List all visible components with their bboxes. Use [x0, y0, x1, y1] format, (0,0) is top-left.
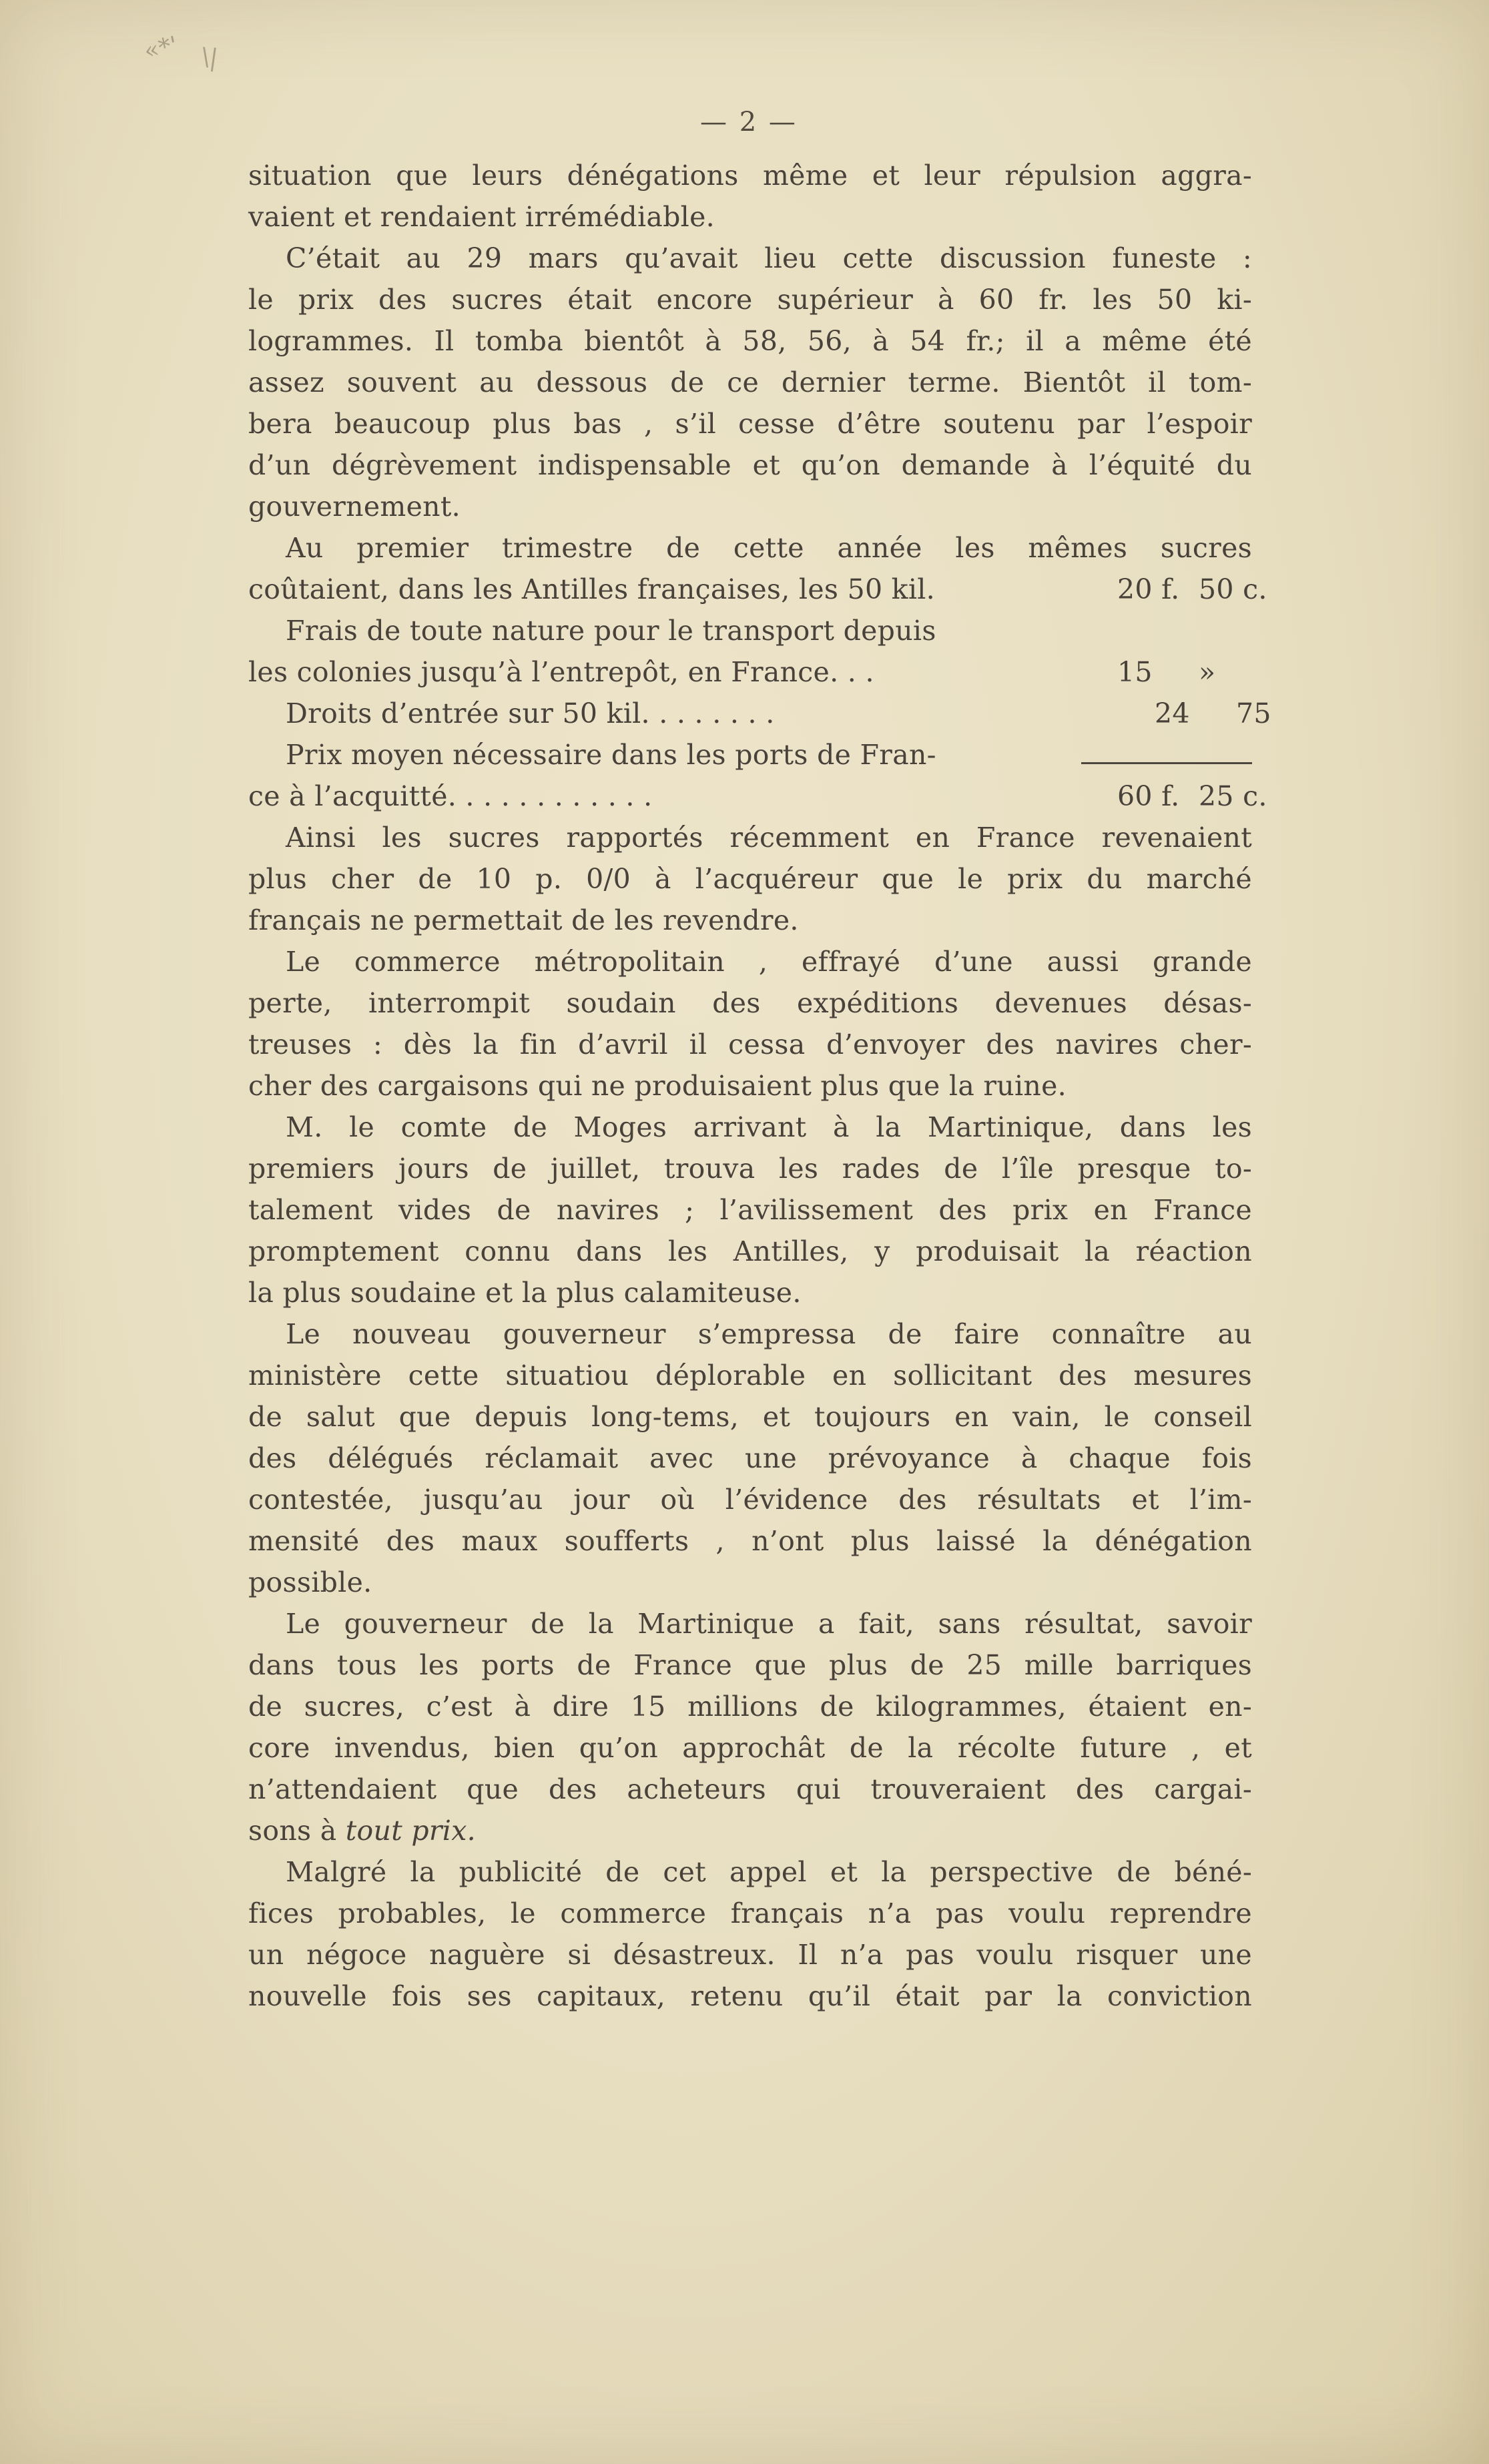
text-line-content: coûtaient, dans les Antilles françaises, les 50 kil. — [248, 573, 935, 605]
amount-centimes: 50 c. — [1199, 573, 1267, 605]
text-line — [248, 1520, 1252, 1562]
text-line — [248, 1727, 1252, 1769]
text-line — [248, 1438, 1252, 1479]
text-line-content: C’était au 29 mars qu’avait lieu cette discussion funeste : — [286, 242, 1252, 274]
text-line — [248, 320, 1252, 362]
text-line-content: Le commerce métropolitain , effrayé d’une aussi grande — [286, 946, 1252, 978]
text-line — [248, 900, 1252, 941]
text-line — [248, 1024, 1252, 1065]
text-line — [248, 527, 1252, 569]
text-line — [248, 279, 1252, 320]
text-line — [248, 1851, 1252, 1893]
stray-pen-mark: \| — [200, 43, 220, 73]
text-line — [248, 1231, 1252, 1272]
amount-francs: 20 f. — [1117, 573, 1180, 605]
text-line-content: treuses : dès la fin d’avril il cessa d’envoyer des navires cher- — [248, 1028, 1252, 1060]
plain-text: sons à — [248, 1815, 346, 1847]
text-line-content: Droits d’entrée sur 50 kil. . . . . . . . — [286, 697, 775, 729]
text-line-content: logrammes. Il tomba bientôt à 58, 56, à 54 fr.; il a même été — [248, 325, 1252, 357]
text-line-content: le prix des sucres était encore supérieur à 60 fr. les 50 ki- — [248, 284, 1252, 316]
text-line-content: perte, interrompit soudain des expéditions devenues désas- — [248, 987, 1252, 1019]
text-line-content: Le nouveau gouverneur s’empressa de faire connaître au — [286, 1318, 1252, 1350]
text-line-content: mensité des maux soufferts , n’ont plus laissé la dénégation — [248, 1525, 1252, 1557]
amount-francs: 60 f. — [1117, 780, 1180, 812]
text-line-content: de sucres, c’est à dire 15 millions de kilogrammes, étaient en- — [248, 1690, 1252, 1723]
text-line — [248, 651, 1252, 693]
text-line-content: core invendus, bien qu’on approchât de la récolte future , et — [248, 1732, 1252, 1764]
text-line — [248, 1479, 1252, 1520]
body-text — [248, 155, 1271, 2017]
text-line — [248, 776, 1267, 817]
text-line — [248, 1107, 1252, 1148]
text-line — [248, 155, 1252, 196]
text-line-content: Frais de toute nature pour le transport depuis — [286, 615, 936, 647]
text-line — [248, 941, 1252, 982]
text-line-content: gouvernement. — [248, 491, 461, 523]
text-line — [248, 1769, 1252, 1810]
amount-francs: 15 — [1117, 656, 1153, 688]
text-line-content: d’un dégrèvement indispensable et qu’on demande à l’équité du — [248, 449, 1252, 481]
text-line — [248, 1686, 1252, 1727]
text-line-content: des délégués réclamait avec une prévoyance à chaque fois — [248, 1442, 1252, 1474]
text-line — [248, 734, 1252, 776]
text-line — [248, 1148, 1252, 1189]
text-line-content: ministère cette situatiou déplorable en sollicitant des mesures — [248, 1359, 1252, 1392]
text-line-content: fices probables, le commerce français n’a pas voulu reprendre — [248, 1897, 1252, 1929]
text-line — [248, 982, 1252, 1024]
text-line — [248, 693, 1271, 734]
text-line-content: français ne permettait de les revendre. — [248, 904, 799, 936]
text-line-content: un négoce naguère si désastreux. Il n’a pas voulu risquer une — [248, 1939, 1252, 1971]
text-line-content: dans tous les ports de France que plus de 25 mille barriques — [248, 1649, 1252, 1681]
text-line — [248, 569, 1267, 610]
italic-text: tout prix. — [345, 1815, 476, 1847]
text-line — [248, 1644, 1252, 1686]
text-line — [248, 403, 1252, 444]
text-line — [248, 610, 1252, 651]
text-line — [248, 1893, 1252, 1934]
text-line — [248, 1603, 1252, 1644]
text-line-content: nouvelle fois ses capitaux, retenu qu’il était par la conviction — [248, 1980, 1252, 2012]
text-line — [248, 1355, 1252, 1396]
text-line — [248, 196, 1252, 238]
text-line-content: assez souvent au dessous de ce dernier terme. Bientôt il tom- — [248, 366, 1252, 398]
text-line-content: promptement connu dans les Antilles, y produisait la réaction — [248, 1235, 1252, 1267]
text-line — [248, 1272, 1252, 1313]
text-line — [248, 486, 1252, 527]
text-line — [248, 1934, 1252, 1975]
text-line-content: Malgré la publicité de cet appel et la perspective de béné- — [286, 1856, 1252, 1888]
amount-francs: 24 — [1155, 697, 1190, 729]
stray-pen-mark: «*' — [141, 31, 180, 65]
amount-centimes: » — [1199, 656, 1216, 688]
text-line-content: talement vides de navires ; l’avilissement des prix en France — [248, 1194, 1252, 1226]
text-line-content: Ainsi les sucres rapportés récemment en France revenaient — [286, 822, 1252, 854]
text-line — [248, 817, 1252, 858]
text-line-content: ce à l’acquitté. . . . . . . . . . . . — [248, 780, 653, 812]
text-line-content: possible. — [248, 1566, 372, 1598]
text-line-content: les colonies jusqu’à l’entrepôt, en France. . . — [248, 656, 874, 688]
text-line-content: bera beaucoup plus bas , s’il cesse d’être soutenu par l’espoir — [248, 408, 1252, 440]
text-line-content: de salut que depuis long-tems, et toujours en vain, le conseil — [248, 1401, 1252, 1433]
text-line — [248, 1313, 1252, 1355]
text-line-content: vaient et rendaient irrémédiable. — [248, 201, 715, 233]
text-line-content: situation que leurs dénégations même et leur répulsion aggra- — [248, 160, 1252, 192]
text-line — [248, 362, 1252, 403]
text-line — [248, 1562, 1252, 1603]
amount-centimes: 75 — [1236, 697, 1271, 729]
text-line — [248, 1189, 1252, 1231]
text-line-content: premiers jours de juillet, trouva les rades de l’île presque to- — [248, 1153, 1252, 1185]
text-line — [248, 1065, 1252, 1107]
text-line-content: plus cher de 10 p. 0/0 à l’acquéreur que le prix du marché — [248, 863, 1252, 895]
text-line — [248, 238, 1252, 279]
page-number: — 2 — — [700, 107, 798, 137]
text-line — [248, 1396, 1252, 1438]
text-line-content: n’attendaient que des acheteurs qui trouveraient des cargai- — [248, 1773, 1252, 1805]
text-line-content: cher des cargaisons qui ne produisaient plus que la ruine. — [248, 1070, 1067, 1102]
text-line-content — [248, 1815, 476, 1847]
text-line-content: M. le comte de Moges arrivant à la Martinique, dans les — [286, 1111, 1252, 1143]
text-line — [248, 1975, 1252, 2017]
text-line-content: Prix moyen nécessaire dans les ports de Fran- — [286, 739, 936, 771]
text-line — [248, 1810, 1252, 1851]
text-line-content: la plus soudaine et la plus calamiteuse. — [248, 1277, 802, 1309]
text-line-content: Au premier trimestre de cette année les mêmes sucres — [286, 532, 1252, 564]
sum-rule — [1081, 762, 1252, 764]
text-line-content: contestée, jusqu’au jour où l’évidence des résultats et l’im- — [248, 1484, 1252, 1516]
text-line-content: Le gouverneur de la Martinique a fait, sans résultat, savoir — [286, 1608, 1252, 1640]
text-line — [248, 858, 1252, 900]
text-line — [248, 444, 1252, 486]
amount-centimes: 25 c. — [1199, 780, 1267, 812]
